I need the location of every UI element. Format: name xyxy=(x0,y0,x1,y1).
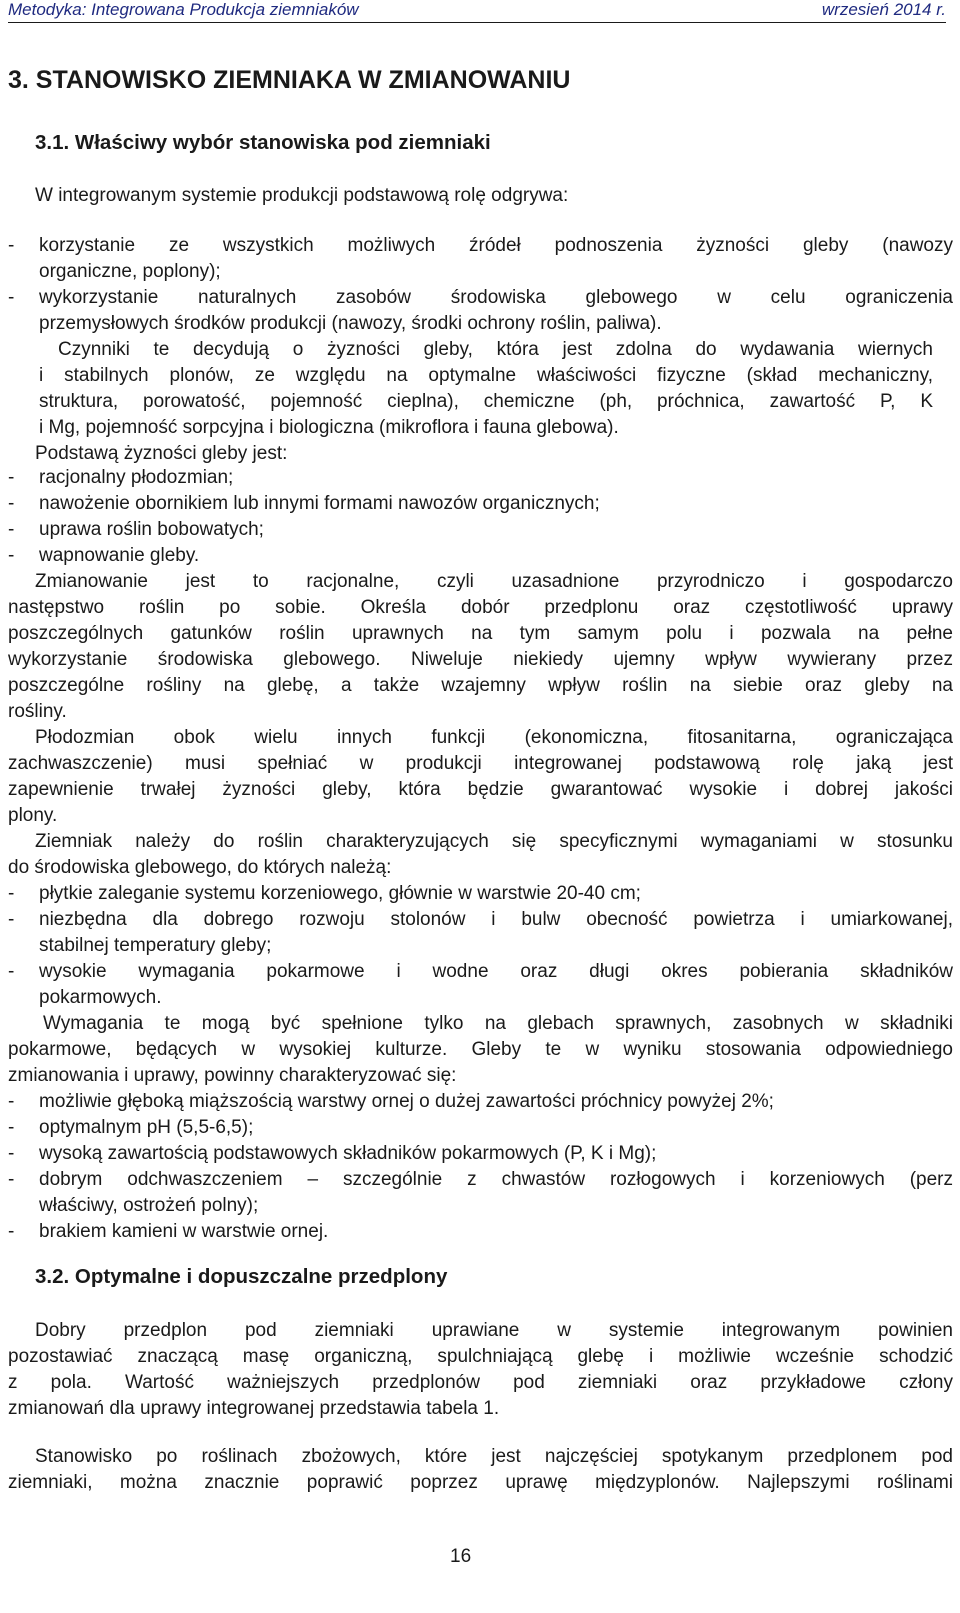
page-number: 16 xyxy=(450,1546,472,1567)
text-line: struktura, porowatość, pojemność cieplna), chemiczne (ph, próchnica, zawartość P, K xyxy=(39,391,933,412)
text-line: poszczególne rośliny na glebę, a także wzajemny wpływ roślin na siebie oraz gleby na xyxy=(8,675,953,696)
bullet-text: korzystanie ze wszystkich możliwych źródeł podnoszenia żyzności gleby (nawozy xyxy=(39,235,953,256)
text-line: zmianowania i uprawy, powinny charakteryzować się: xyxy=(8,1065,457,1086)
bullet-dash: - xyxy=(8,1169,15,1190)
chapter-heading: 3. STANOWISKO ZIEMNIAKA W ZMIANOWANIU xyxy=(8,66,571,94)
text-line: i Mg, pojemność sorpcyjna i biologiczna (mikroflora i fauna glebowa). xyxy=(39,417,619,438)
bullet-dash: - xyxy=(8,1143,15,1164)
text-line: organiczne, poplony); xyxy=(39,261,221,282)
bullet-text: możliwie głęboką miąższością warstwy ornej o dużej zawartości próchnicy powyżej 2%; xyxy=(39,1091,774,1112)
bullet-dash: - xyxy=(8,545,15,566)
bullet-text: wysokie wymagania pokarmowe i wodne oraz długi okres pobierania składników xyxy=(39,961,953,982)
text-line: Zmianowanie jest to racjonalne, czyli uzasadnione przyrodniczo i gospodarczo xyxy=(35,571,953,592)
bullet-dash: - xyxy=(8,1091,15,1112)
text-line: zapewnienie trwałej żyzności gleby, która będzie gwarantować wysokie i dobrej jakości xyxy=(8,779,953,800)
section-heading-3-1: 3.1. Właściwy wybór stanowiska pod ziemniaki xyxy=(35,131,491,154)
bullet-dash: - xyxy=(8,467,15,488)
bullet-text: nawożenie obornikiem lub innymi formami nawozów organicznych; xyxy=(39,493,600,514)
section-heading-3-2: 3.2. Optymalne i dopuszczalne przedplony xyxy=(35,1265,448,1288)
bullet-text: niezbędna dla dobrego rozwoju stolonów i bulw obecność powietrza i umiarkowanej, xyxy=(39,909,953,930)
bullet-dash: - xyxy=(8,961,15,982)
bullet-dash: - xyxy=(8,493,15,514)
bullet-dash: - xyxy=(8,909,15,930)
text-line: z pola. Wartość ważniejszych przedplonów pod ziemniaki oraz przykładowe człony xyxy=(8,1372,953,1393)
header-date: wrzesień 2014 r. xyxy=(821,0,946,19)
bullet-text: wysoką zawartością podstawowych składników pokarmowych (P, K i Mg); xyxy=(39,1143,657,1164)
text-line: ziemniaki, można znacznie poprawić poprzez uprawę międzyplonów. Najlepszymi roślinami xyxy=(8,1472,953,1493)
bullet-dash: - xyxy=(8,1221,15,1242)
bullet-dash: - xyxy=(8,1117,15,1138)
bullet-text: optymalnym pH (5,5-6,5); xyxy=(39,1117,254,1138)
text-line: właściwy, ostrożeń polny); xyxy=(39,1195,259,1216)
bullet-text: uprawa roślin bobowatych; xyxy=(39,519,264,540)
bullet-dash: - xyxy=(8,287,15,308)
text-line: do środowiska glebowego, do których należą: xyxy=(8,857,392,878)
bullet-dash: - xyxy=(8,235,15,256)
header-title: Metodyka: Integrowana Produkcja ziemniaków xyxy=(8,0,359,19)
bullet-text: płytkie zaleganie systemu korzeniowego, głównie w warstwie 20-40 cm; xyxy=(39,883,641,904)
text-line: W integrowanym systemie produkcji podstawową rolę odgrywa: xyxy=(35,185,569,206)
text-line: następstwo roślin po sobie. Określa dobór przedplonu oraz częstotliwość uprawy xyxy=(8,597,953,618)
text-line: pokarmowe, będących w wysokiej kulturze. Gleby te w wyniku stosowania odpowiedniego xyxy=(8,1039,953,1060)
bullet-text: brakiem kamieni w warstwie ornej. xyxy=(39,1221,329,1242)
bullet-text: wykorzystanie naturalnych zasobów środowiska glebowego w celu ograniczenia xyxy=(39,287,953,308)
text-line: przemysłowych środków produkcji (nawozy, środki ochrony roślin, paliwa). xyxy=(39,313,662,334)
text-line: Płodozmian obok wielu innych funkcji (ekonomiczna, fitosanitarna, ograniczająca xyxy=(35,727,953,748)
text-line: Podstawą żyzności gleby jest: xyxy=(35,443,288,464)
text-line: Czynniki te decydują o żyzności gleby, która jest zdolna do wydawania wiernych xyxy=(58,339,933,360)
text-line: pokarmowych. xyxy=(39,987,162,1008)
text-line: wykorzystanie środowiska glebowego. Niweluje niekiedy ujemny wpływ wywierany przez xyxy=(8,649,953,670)
text-line: i stabilnych plonów, ze względu na optymalne właściwości fizyczne (skład mechaniczny, xyxy=(39,365,933,386)
text-line: Stanowisko po roślinach zbożowych, które jest najczęściej spotykanym przedplonem pod xyxy=(35,1446,953,1467)
bullet-text: racjonalny płodozmian; xyxy=(39,467,234,488)
text-line: zmianowań dla uprawy integrowanej przedstawia tabela 1. xyxy=(8,1398,500,1419)
bullet-text: wapnowanie gleby. xyxy=(39,545,200,566)
text-line: rośliny. xyxy=(8,701,67,722)
text-line: stabilnej temperatury gleby; xyxy=(39,935,272,956)
text-line: zachwaszczenie) musi spełniać w produkcji integrowanej podstawową rolę jaką jest xyxy=(8,753,953,774)
text-line: plony. xyxy=(8,805,58,826)
bullet-dash: - xyxy=(8,883,15,904)
text-line: poszczególnych gatunków roślin uprawnych na tym samym polu i pozwala na pełne xyxy=(8,623,953,644)
text-line: pozostawiać znaczącą masę organiczną, spulchniającą glebę i możliwie wcześnie schodzić xyxy=(8,1346,953,1367)
text-line: Ziemniak należy do roślin charakteryzujących się specyficznymi wymaganiami w stosunku xyxy=(35,831,953,852)
bullet-dash: - xyxy=(8,519,15,540)
running-header xyxy=(8,0,946,23)
text-line: Wymagania te mogą być spełnione tylko na glebach sprawnych, zasobnych w składniki xyxy=(43,1013,953,1034)
text-line: Dobry przedplon pod ziemniaki uprawiane w systemie integrowanym powinien xyxy=(35,1320,953,1341)
bullet-text: dobrym odchwaszczeniem – szczególnie z chwastów rozłogowych i korzeniowych (perz xyxy=(39,1169,953,1190)
